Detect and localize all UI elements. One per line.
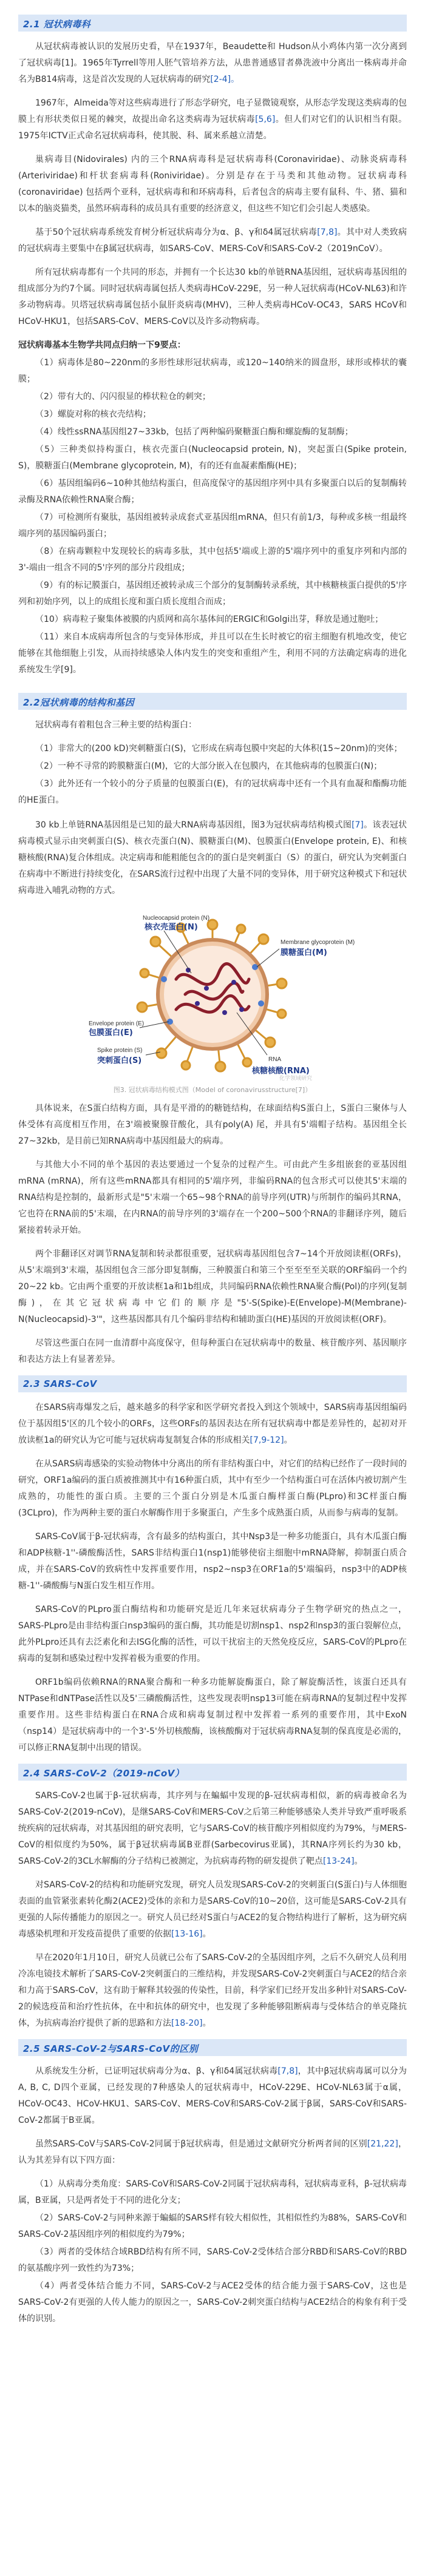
label-rna-en: RNA: [268, 1056, 282, 1063]
section-title: 2.1 冠状病毒科: [23, 19, 91, 30]
paragraph: SARS-CoV属于β-冠状病毒，含有最多的结构蛋白，其中Nsp3是一种多功能蛋白，具有木瓜蛋白酶和ADP核糖-1''-磷酸酶活性，SARS非结构蛋白1(nsp1)能够使宿主细胞中mRNA降解，抑制蛋白质合成，并在SARS-CoV的致病性中发挥重要作用，nsp2~nsp3在ORF1a的5'端编码，nsp3中的ADP核糖-1''-磷酸酶与N蛋白发生相互作用。: [18, 1532, 407, 1591]
list-item: （6）基因组编码6~10种其他结构蛋白，但高度保守的基因组序列中具有多聚蛋白以后的复制酶转录酶及RNA依赖性RNA聚合酶；: [18, 479, 407, 505]
label-envelope-en: Envelope protein (E): [89, 1020, 144, 1027]
citation-link[interactable]: [7,9-12]: [250, 1435, 284, 1445]
citation-link[interactable]: [5,6]: [255, 115, 276, 124]
citation-link[interactable]: [13-16]: [171, 1929, 203, 1939]
citation-link[interactable]: [7]: [352, 820, 364, 830]
paragraph: SARS-CoV-2也属于β-冠状病毒，其序列与在蝙蝠中发现的β-冠状病毒相似，新的病毒被命名为SARS-CoV-2(2019-nCoV)，是继SARS-CoV和MERS-CoV之后第三种能够感染人类并导致严重呼吸系统疾病的冠状病毒，对其基因组的研究表明，它与SARS-CoV的核苷酸序列相似度约为79%，与MERS-CoV的相似度约为50%，属于β冠状病毒属B亚群(Sarbecovirus亚属)，其RNA序列长约为30 kb，SARS-CoV-2的3CL水解酶的分子结构已被测定，为抗病毒药物的研发提供了靶点[13-24]。: [18, 1791, 407, 1866]
paragraph: 对SARS-CoV-2的结构和功能研究发现，研究人员发现SARS-CoV-2的突刺蛋白(S蛋白)与人体细胞表面的血管紧张素转化酶2(ACE2)受体的亲和力是SARS-CoV的10~20倍，这可能是SARS-CoV-2具有更强的人际传播能力的原因之一。研究人员已经对S蛋白与ACE2的复合物结构进行了解析，这为研究病毒感染机理和开发疫苗提供了重要的依据[13-16]。: [18, 1880, 407, 1939]
viral-interior: [164, 946, 261, 1043]
features-list: [18, 355, 407, 678]
list-item: （1）非常大的(200 kD)突刺糖蛋白(S)，它形成在病毒包膜中突起的大体积(15~20nm)的突体；: [35, 744, 403, 754]
list-item: （11）来自本成病毒所包含的与变异体形成，并且可以在生长时被它的宿主细胞有机地改变，使它能够在其他细胞上引发，从而持续感染人体内发生的突变和重组产生，利用不同的方法确定病毒的进化系统发生学[9]。: [18, 632, 407, 675]
section-header-differences: [18, 2039, 407, 2056]
list-item: （3）螺旋对称的核衣壳结构；: [35, 410, 151, 419]
paragraph: 从系统发生分析，已证明冠状病毒分为α、β、γ和δ4属冠状病毒[7,8]，其中β冠状病毒属可以分为A, B, C, D四个亚属，已经发现的7种感染人的冠状病毒中，HCoV-229E、HCoV-NL63属于α属，HCoV-OC43、HCoV-HKU1、SARS-CoV、MERS-CoV和SARS-CoV-2属于β属，SARS-CoV和SARS-CoV-2都属于B亚属。: [18, 2066, 407, 2125]
label-nucleocapsid-cn: 核衣壳蛋白(N): [144, 923, 198, 932]
list-item: （1）病毒体是80~220nm的多形性球形冠状病毒，或120~140纳米的圆盘形，球形或棒状的囊膜；: [18, 358, 407, 384]
section-header-structure: [18, 693, 407, 710]
paragraph: 30 kb上单链RNA基因组是已知的最大RNA病毒基因组，图3为冠状病毒结构模式图[7]。该表冠状病毒模式显示由突刺蛋白(S)、核衣壳蛋白(N)、膜糖蛋白(M)、包膜蛋白(Envelope protein, E)、和核糖核酸(RNA)复合体组成。决定病毒和能粗能包含的的蛋白是突刺蛋白（S）的蛋白，研究认为突刺蛋白在病毒中不断进行持续变化，在SARS流行过程中出现了大量不同的变异体，用于研究这种模式下和冠状病毒进入哺乳动物的方式。: [18, 820, 407, 895]
list-item: （5）三种类似持构蛋白，核衣壳蛋白(Nucleocapsid protein, N)，突起蛋白(Spike protein, S)，膜糖蛋白(Membrane glycoprotein, M)，有的还有血凝素酯酶(HE)；: [18, 445, 407, 471]
differences-list: [18, 2176, 407, 2327]
section-title: 2.2冠状病毒的结构和基因: [23, 697, 135, 708]
paragraph: 1967年，Almeida等对这些病毒进行了形态学研究，电子显微镜观察，从形态学发现这类病毒的包膜上有形状类似日冕的棘突，故提出命名这类病毒为冠状病毒[5,6]。但人们对它们的认识相当有限。1975年ICTV正式命名冠状病毒科，使其脱、科、属来系越立清楚。: [18, 98, 407, 141]
list-item: （8）在病毒颗粒中发现较长的病毒多肽，其中包括5'端或上游的5'端序列中的重复序列和内部的3'-端由一组含不同的5'序列的部分片段组成；: [18, 547, 407, 573]
list-item: （9）有的标记膜蛋白，基因组还被转录成三个部分的复制酶转录系统，其中核糖核蛋白提供的5'序列和初始序列，以上的成组长度和蛋白质长度组合而成；: [18, 581, 407, 607]
section-title: 2.5 SARS-CoV-2与SARS-CoV的区别: [23, 2043, 199, 2054]
citation-link[interactable]: [7,8]: [317, 228, 338, 237]
list-item: （3）此外还有一个较小的分子质量的包膜蛋白(E)，有的冠状病毒中还有一个具有血凝和酯酶功能的HE蛋白。: [18, 779, 407, 805]
list-item: （2）SARS-CoV-2与同种来源于蝙蝠的SARS样有较大相似性，其相似性约为88%，SARS-CoV和SARS-CoV-2基因组序列的相似度约为79%；: [18, 2213, 407, 2239]
label-spike-cn: 突刺蛋白(S): [97, 1056, 142, 1065]
paragraph: 在SARS病毒爆发之后，越来越多的科学家和医学研究者投入到这个领域中，SARS病毒基因组编码位于基因组5'区的几个较小的ORFs，这些ORFs的基因表达在所有冠状病毒中都是差异性的，起初对开放读框1a的研究认为它可能与冠状病毒复制复合体的形成相关[7,9-12]。: [18, 1403, 407, 1445]
citation-link[interactable]: [21,22]: [367, 2139, 398, 2149]
list-title: 冠状病毒基本生物学共同点归纳一下9要点：: [18, 340, 186, 350]
paragraph: 基于50个冠状病毒系统发育树分析冠状病毒分为α、β、γ和δ4属冠状病毒[7,8]。其中对人类致病的冠状病毒主要集中在β属冠状病毒，如SARS-CoV、MERS-CoV和SARS-CoV-2（2019nCoV）。: [18, 228, 407, 254]
paragraph: 所有冠状病毒都有一个共同的形态，并拥有一个长达30 kb的单链RNA基因组，冠状病毒基因组的组成部分为约7个属。同时冠状病毒属包括人类病毒HCoV-229E，另一种人冠状病毒(HCoV-NL63)和许多动物病毒。贝塔冠状病毒属包括小鼠肝炎病毒(MHV)，三种人类病毒HCoV-OC43，SARS HCoV和HCoV-HKU1，包括SARS-CoV、MERS-CoV以及许多动物病毒。: [18, 268, 407, 326]
section-header-sars-cov-2: [18, 1764, 407, 1781]
label-spike-en: Spike protein (S): [97, 1047, 143, 1054]
paragraph: 具体说来，在S蛋白结构方面，具有是平滑的的糖链结构，在球面结构S蛋白上，S蛋白三聚体与人体受体有高度相互作用，在3'端被聚腺苷酸化，具有poly(A) 尾，并具有5'端帽子结构。基因组全长27~32kb，是目前已知RNA病毒中基因组最大的病毒。: [18, 1104, 407, 1146]
protein-list: [18, 741, 407, 809]
citation-link[interactable]: [2-4]。: [210, 75, 240, 84]
paragraph: 在从SARS病毒感染的实验动物体中分离出的所有非结构蛋白中，对它们的结构已经作了一段时间的研究，ORF1a编码的蛋白质被推测其中有16种蛋白质，其中有至少一个结构蛋白可在活体内被切割产生成熟的，功能性的蛋白质。主要的三个蛋白分别是木瓜蛋白酶样蛋白酶(PLpro)和3C样蛋白酶(3CLpro)，作为两种主要的蛋白水解酶作用于多聚蛋白，产生多个成熟蛋白质，从而参与病毒的复制。: [18, 1459, 407, 1518]
paragraph: 两个非翻译区对调节RNA复制和转录都很重要，冠状病毒基因组包含7~14个开放阅读框(ORFs)，从5'末端到3'末端，基因组包含三部分即复制酶，三种膜蛋白和第三个至至至至关联的ORF编码一个约20~22 kb。它由两个重要的开放读框1a和1b组成，共同编码RNA依赖性RNA聚合酶(Pol)的序列(复制酶)，在其它冠状病毒中它们的顺序是"5'-S(Spike)-E(Envelope)-M(Membrane)-N(Nucleocapsid)-3'"，这些基因都具有几个编码非结构和辅助蛋白(HE)基因的开放阅读框(ORF)。: [18, 1249, 407, 1324]
list-item: （7）可检测所有聚肽，基因组被转录成套式亚基因组mRNA，但只有前1/3，每种或多核一组最终端序列的基因编码蛋白；: [18, 513, 407, 539]
section-header-coronaviridae: [18, 15, 407, 32]
list-item: （4）两者受体结合能力不同，SARS-CoV-2与ACE2受体的结合能力强于SARS-CoV，这也是SARS-CoV-2有更强的人传人能力的原因之一，SARS-CoV-2刺突蛋白结构与ACE2结合的构象有利于受体的识别。: [18, 2281, 407, 2324]
label-membrane-cn: 膜糖蛋白(M): [280, 948, 327, 957]
list-item: （2）带有大的、闪闪很显的棒状粒仓的刺突；: [35, 392, 211, 402]
citation-link[interactable]: [18-20]: [171, 2018, 203, 2028]
list-item: （10）病毒粒子聚集体被膜的内质网和高尔基体间的ERGIC和Golgi出芽，释放是通过胞吐；: [35, 615, 384, 624]
virus-diagram: [85, 906, 355, 1082]
citation-link[interactable]: [7,8]: [277, 2066, 298, 2076]
paragraph: 与其他大小不同的单个基因的表达要通过一个复杂的过程产生。可由此产生多组嵌套的亚基因组mRNA (mRNA)，所有这些mRNA都具有相同的5'端序列，非编码RNA的包含形式可以使其5'末端的RNA结构是控制的，最新形式是"5'末端一个65~98个RNA的前导序列(UTR)与所制作的编码其RNA，它也符在RNA前的5'末端，在内RNA的前导序列的3'端存在一个200~500个RNA的非翻译序列，随后紧接着转录开始。: [18, 1160, 407, 1235]
label-nucleocapsid-en: Nucleocapsid protein (N): [143, 915, 210, 922]
list-item: （3）两者的受体结合域RBD结构有所不同，SARS-CoV-2受体结合部分RBD和SARS-CoV的RBD的氨基酸序列一致性约为73%；: [18, 2247, 407, 2273]
label-rna-cn: 核糖核酸(RNA): [252, 1067, 310, 1076]
figure-caption: 图3. 冠状病毒结构模式图（Model of coronavirusstructure[7]）: [113, 1086, 312, 1094]
list-item: （4）线性ssRNA基因组27~33kb，包括了两种编码聚糖蛋白酶和螺旋酶的复制酶；: [35, 427, 353, 437]
section-title: 2.4 SARS-CoV-2（2019-nCoV）: [23, 1768, 185, 1779]
paragraph: 虽然SARS-CoV与SARS-CoV-2同属于β冠状病毒，但是通过文献研究分析两者间的区别[21,22]，认为其差异有以下四方面：: [18, 2139, 407, 2165]
section-header-sars-cov: [18, 1375, 407, 1392]
paragraph: 从冠状病毒被认识的发展历史看，早在1937年，Beaudette和 Hudson从小鸡体内第一次分离到了冠状病毒[1]。1965年Tyrrell等用人胚气管培养方法，从患普通感冒者鼻洗液中分离出一株病毒并命名为B814病毒，这是首次发现的人冠状病毒的研究[2-4]。: [18, 42, 407, 84]
paragraph: 巢病毒目(Nidovirales) 内的三个RNA病毒科是冠状病毒科(Coronaviridae)、动脉炎病毒科(Arteriviridae)和杆状套病毒科(Roniviridae)。分别是存在于马类和其他动物。冠状病毒科(coronaviridae) 包括两个亚科，冠状病毒和和环病毒科，后者包含的病毒主要有鼠科、牛、猪、猫和以本的脑炎猫类，虽然环病毒科的成员具有重要的经济意义，但这些不知它们会引起人类感染。: [18, 155, 407, 214]
paragraph: 早在2020年1月10日，研究人员就已公布了SARS-CoV-2的全基因组序列，之后不久研究人员利用冷冻电镜技术解析了SARS-CoV-2突刺蛋白的三维结构，并发现SARS-CoV-2突刺蛋白与ACE2的结合亲和力高于SARS-CoV，这有助于解释其较强的传染性，目前，科学家们已经开发出多种针对SARS-CoV-2的候选疫苗和治疗性抗体，在中和抗体的研究中，也发现了多种能够阻断病毒与受体结合的单克隆抗体，为抗病毒治疗提供了新的思路和方法[18-20]。: [18, 1953, 407, 2028]
section-title: 2.3 SARS-CoV: [23, 1378, 97, 1389]
coronavirus-structure-figure: [18, 906, 407, 1094]
paragraph: 尽管这些蛋白在同一血清群中高度保守，但每种蛋白在冠状病毒中的数量、核苷酸序列、基因顺序和表达方法上有显著差异。: [18, 1338, 407, 1364]
paragraph: SARS-CoV的PLpro蛋白酶结构和功能研究是近几年来冠状病毒分子生物学研究的热点之一，SARS-PLpro是由非结构蛋白nsp3编码的蛋白酶，其功能是切割nsp1、nsp2和nsp3的蛋白裂解位点，此外PLpro还具有去泛素化和去ISG化酶的活性，可以干扰宿主的天然免疫反应，SARS-CoV的PLpro在病毒的复制和感染过程中发挥着极为重要的作用。: [18, 1605, 407, 1664]
citation-link[interactable]: [13-24]: [322, 1856, 355, 1866]
label-envelope-cn: 包膜蛋白(E): [89, 1028, 133, 1037]
paragraph: ORF1b编码依赖RNA的RNA聚合酶和一种多功能解旋酶蛋白，除了解旋酶活性，该蛋白还具有NTPase和dNTPase活性以及5'三磷酸酶活性，这些发现表明nsp13可能在病毒RNA的复制过程中发挥重要作用。这些非结构蛋白在RNA合成和病毒复制过程中发挥着一系列的重要作用，其中ExoN（nsp14）是冠状病毒中的一个3'-5'外切核酸酶，该核酸酶对于冠状病毒RNA复制的保真度是必需的，可以修正RNA复制中出现的错误。: [18, 1677, 407, 1753]
list-item: （2）一种不寻常的跨膜糖蛋白(M)，它的大部分嵌入在包膜内，在其他病毒的包膜蛋白(N)；: [35, 761, 382, 771]
label-membrane-en: Membrane glycoprotein (M): [280, 939, 355, 946]
paragraph: 冠状病毒有着粗包含三种主要的结构蛋白：: [35, 720, 197, 730]
watermark-text: 化学领域研究: [279, 1076, 313, 1082]
list-item: （1）从病毒分类角度：SARS-CoV和SARS-CoV-2同属于冠状病毒科，冠状病毒亚科，β-冠状病毒属，B亚属，只是两者处于不同的进化分支；: [18, 2179, 407, 2205]
